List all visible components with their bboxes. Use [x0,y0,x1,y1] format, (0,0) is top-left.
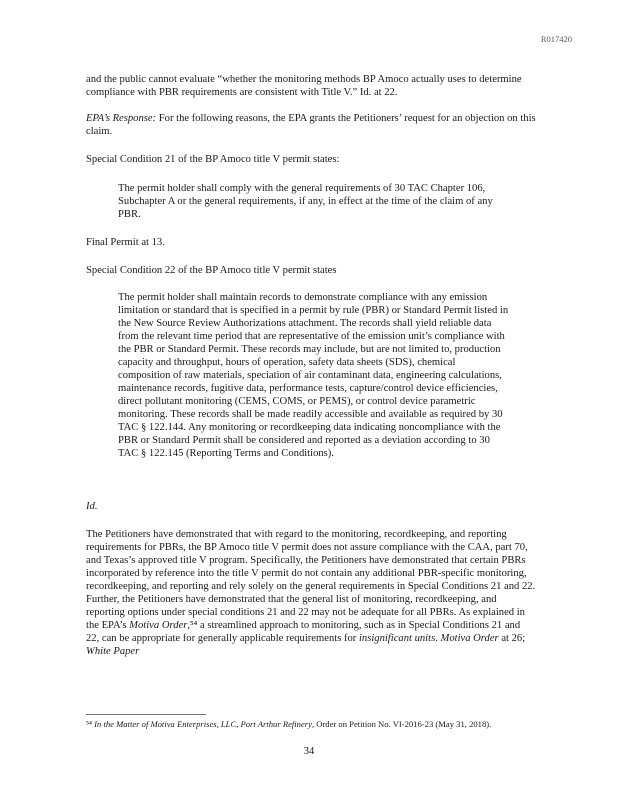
footnote-case-title: In the Matter of Motiva Enterprises, LLC, Port Arthur Refinery [94,719,312,729]
footnote-text: , Order on Petition No. VI-2016-23 (May 31, 2018). [311,719,492,729]
analysis-italic-white-paper: White Paper [86,646,140,657]
paragraph-analysis [86,528,536,658]
epa-response-label: EPA’s Response: [86,113,157,124]
footnote-divider [86,714,206,715]
analysis-text-1: The Petitioners have demonstrated that with regard to the monitoring, recordkeeping, and reporting requirements for PBRs, the BP Amoco title V permit does not assure compliance with the CAA, part 70, and Texas’s approved title V program. Specifically, the Petitioners have demonstrated that certain PBRs incorporated by reference into the title V permit do not contain any additional PBR-specific monitoring, recordkeeping, and reporting and rely solely on the general requirements in Special Conditions 21 and 22. Further, the Petitioners have demonstrated that the general list of monitoring, recordkeeping, and reporting options under special conditions 21 and 22 may not be adequate for all PBRs. As explained in the EPA’s [86,529,536,631]
paragraph-epa-response [86,112,536,138]
quote-special-condition-21: The permit holder shall comply with the general requirements of 30 TAC Chapter 106, Subchapter A or the general requirements, if any, in effect at the time of the claim of any PBR. [118,183,493,220]
quote-special-condition-22: The permit holder shall maintain records to demonstrate compliance with any emission limitation or standard that is specified in a permit by rule (PBR) or Standard Permit listed in the New Source Review Authorizations attachment. The records shall yield reliable data from the relevant time period that are representative of the emission unit’s compliance with the PBR or Standard Permit. These records may include, but are not limited to, production capacity and throughput, hours of operation, safety data sheets (SDS), chemical composition of raw materials, speciation of air contaminant data, engineering calculations, maintenance records, fugitive data, performance tests, capture/control device efficiencies, direct pollutant monitoring (CEMS, COMS, or PEMS), or control device parametric monitoring. These records shall be made readily accessible and available as required by 30 TAC § 122.144. Any monitoring or recordkeeping data indicating noncompliance with the PBR or Standard Permit shall be considered and reported as a deviation according to 30 TAC § 122.145 (Reporting Terms and Conditions). [118,292,509,459]
analysis-text-2: ,⁵⁴ a streamlined approach to monitoring, such as in Special Conditions 21 and 22, can be appropriate for generally applicable requirements for [86,620,521,644]
footnote [86,719,536,730]
analysis-italic-insignificant: insignificant units [358,633,436,644]
epa-response-text: For the following reasons, the EPA grants the Petitioners’ request for an objection on this claim. [86,113,536,137]
paragraph-final-permit-cite: Final Permit at 13. [86,237,165,248]
footnote-marker: ⁵⁴ [86,719,92,729]
analysis-text-4: at 26; [498,633,526,644]
paragraph-intro: and the public cannot evaluate “whether the monitoring methods BP Amoco actually uses to determine compliance with PBR requirements are consistent with Title V.” Id. at 22. [86,74,522,98]
bates-number: R017420 [540,34,572,44]
analysis-italic-motiva: Motiva Order [129,620,188,631]
paragraph-sc22-intro: Special Condition 22 of the BP Amoco title V permit states [86,265,337,276]
page-number: 34 [303,746,315,757]
paragraph-id-cite [86,500,536,513]
paragraph-sc21-intro: Special Condition 21 of the BP Amoco title V permit states: [86,154,340,165]
analysis-text-3: . [435,633,441,644]
analysis-italic-motiva-2: Motiva Order [440,633,499,644]
id-cite-text: Id. [86,501,98,512]
